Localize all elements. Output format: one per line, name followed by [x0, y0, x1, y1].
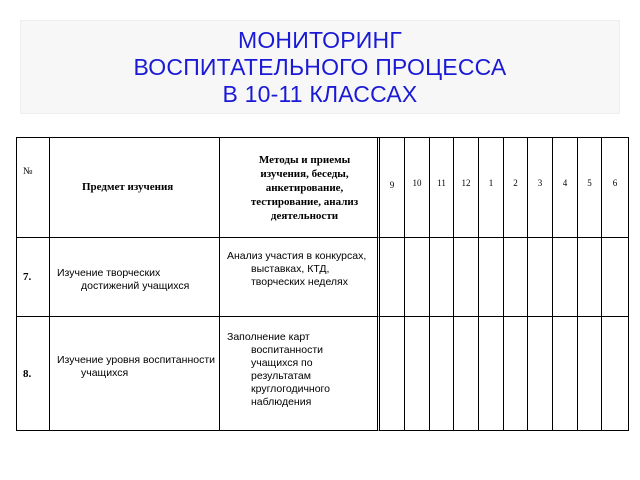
month-cell[interactable]: [553, 317, 578, 431]
month-cell[interactable]: [405, 317, 430, 431]
month-cell[interactable]: [504, 238, 528, 317]
month-cell[interactable]: [528, 317, 553, 431]
month-cell[interactable]: [430, 238, 454, 317]
row-methods-text: Анализ участия в конкурсах, выставках, КТД, творческих неделях: [227, 250, 367, 288]
row-methods-text: Заполнение карт воспитанности учащихся по результатам круглогодичного наблюдения: [227, 331, 330, 408]
header-methods: Методы и приемы изучения, беседы, анкетирование, тестирование, анализ деятельности: [220, 138, 380, 238]
header-month: 6: [602, 138, 629, 238]
table-row: [17, 317, 629, 431]
month-cell[interactable]: [553, 238, 578, 317]
row-subject-text: Изучение уровня воспитанности учащихся: [57, 354, 216, 379]
row-subject-text: Изучение творческих достижений учащихся: [57, 267, 190, 292]
row-subject: [50, 238, 220, 317]
month-cell[interactable]: [454, 317, 479, 431]
header-number: №: [17, 138, 50, 238]
month-cell[interactable]: [528, 238, 553, 317]
header-row: [17, 138, 629, 238]
title-line-3: В 10-11 КЛАССАХ: [222, 80, 418, 107]
month-cell[interactable]: [479, 238, 504, 317]
row-number: 8.: [17, 317, 50, 431]
monitoring-table: [16, 137, 629, 431]
title-line-1: МОНИТОРИНГ: [237, 26, 403, 53]
month-cell[interactable]: [602, 317, 629, 431]
table-row: [17, 238, 629, 317]
header-month: 11: [430, 138, 454, 238]
month-cell[interactable]: [430, 317, 454, 431]
header-month: 10: [405, 138, 430, 238]
month-cell[interactable]: [380, 317, 405, 431]
header-month: 5: [578, 138, 602, 238]
row-subject: [50, 317, 220, 431]
month-cell[interactable]: [479, 317, 504, 431]
row-number: 7.: [17, 238, 50, 317]
month-cell[interactable]: [602, 238, 629, 317]
header-month: 2: [504, 138, 528, 238]
month-cell[interactable]: [504, 317, 528, 431]
row-methods: [220, 238, 380, 317]
header-month: 1: [479, 138, 504, 238]
header-subject: Предмет изучения: [50, 138, 220, 238]
header-month: 3: [528, 138, 553, 238]
month-cell[interactable]: [578, 317, 602, 431]
title-line-2: ВОСПИТАТЕЛЬНОГО ПРОЦЕССА: [133, 53, 507, 80]
header-month: 12: [454, 138, 479, 238]
header-month: 4: [553, 138, 578, 238]
month-cell[interactable]: [380, 238, 405, 317]
month-cell[interactable]: [405, 238, 430, 317]
month-cell[interactable]: [578, 238, 602, 317]
header-month: 9: [380, 138, 405, 238]
slide-title: [20, 20, 620, 114]
row-methods: [220, 317, 380, 431]
month-cell[interactable]: [454, 238, 479, 317]
